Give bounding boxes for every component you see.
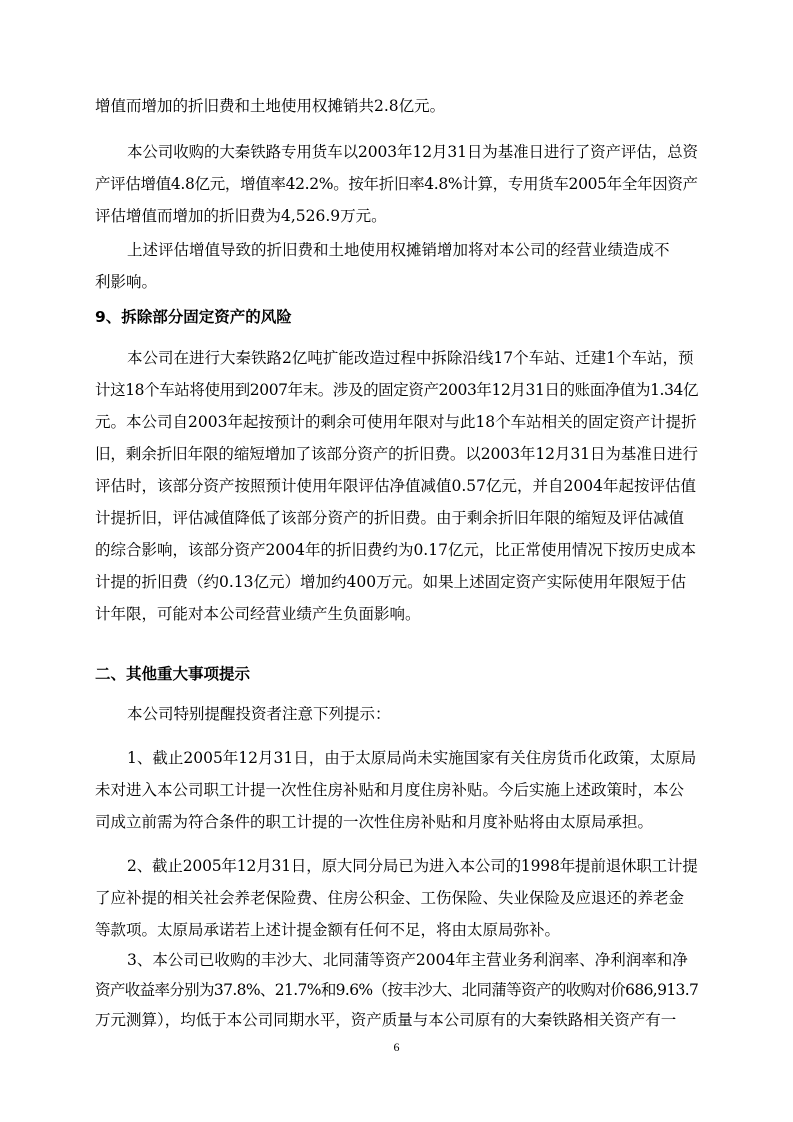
paragraph-line: 计提折旧，评估减值降低了该部分资产的折旧费。由于剩余折旧年限的缩短及评估减值 [95, 509, 685, 527]
paragraph-line: 1、截止2005年12月31日，由于太原局尚未实施国家有关住房货币化政策，太原局 [127, 749, 697, 767]
paragraph-line: 评估时，该部分资产按照预计使用年限评估净值减值0.57亿元，并自2004年起按评估值 [95, 477, 696, 495]
paragraph-line: 2、截止2005年12月31日，原大同分局已为进入本公司的1998年提前退休职工计提 [127, 857, 698, 875]
paragraph-line: 上述评估增值导致的折旧费和土地使用权摊销增加将对本公司的经营业绩造成不 [127, 241, 670, 259]
paragraph-line: 本公司特别提醒投资者注意下列提示： [127, 705, 391, 723]
paragraph-line: 产评估增值4.8亿元，增值率42.2%。按年折旧率4.8%计算，专用货车2005年全年因资产 [95, 175, 698, 193]
paragraph-line: 了应补提的相关社会养老保险费、住房公积金、工伤保险、失业保险及应退还的养老金 [95, 889, 685, 907]
paragraph-line: 资产收益率分别为37.8%、21.7%和9.6%（按丰沙大、北同蒲等资产的收购对价686,913.7 [95, 981, 699, 999]
section-heading: 9、拆除部分固定资产的风险 [95, 308, 292, 326]
paragraph-line: 计提的折旧费（约0.13亿元）增加约400万元。如果上述固定资产实际使用年限短于估 [95, 573, 687, 591]
paragraph-line: 评估增值而增加的折旧费为4,526.9万元。 [95, 207, 387, 225]
paragraph-line: 的综合影响，该部分资产2004年的折旧费约为0.17亿元，比正常使用情况下按历史成本 [95, 541, 696, 559]
paragraph-line: 旧，剩余折旧年限的缩短增加了该部分资产的折旧费。以2003年12月31日为基准日进行 [95, 445, 698, 463]
paragraph-line: 本公司收购的大秦铁路专用货车以2003年12月31日为基准日进行了资产评估，总资 [127, 143, 698, 161]
paragraph-line: 未对进入本公司职工计提一次性住房补贴和月度住房补贴。今后实施上述政策时，本公 [95, 781, 685, 799]
paragraph-line: 计年限，可能对本公司经营业绩产生负面影响。 [95, 605, 421, 623]
paragraph-line: 万元测算），均低于本公司同期水平，资产质量与本公司原有的大秦铁路相关资产有一 [95, 1011, 677, 1029]
paragraph-line: 本公司在进行大秦铁路2亿吨扩能改造过程中拆除沿线17个车站、迁建1个车站，预 [127, 349, 694, 367]
section-heading: 二、其他重大事项提示 [95, 665, 251, 683]
paragraph-line: 3、本公司已收购的丰沙大、北同蒲等资产2004年主营业务利润率、净利润率和净 [127, 951, 688, 969]
paragraph-line: 等款项。太原局承诺若上述计提金额有任何不足，将由太原局弥补。 [95, 921, 561, 939]
page-number: 6 [393, 1040, 400, 1054]
paragraph-line: 元。本公司自2003年起按预计的剩余可使用年限对与此18个车站相关的固定资产计提折 [95, 413, 697, 431]
paragraph-line: 司成立前需为符合条件的职工计提的一次性住房补贴和月度补贴将由太原局承担。 [95, 813, 654, 831]
paragraph-line: 增值而增加的折旧费和土地使用权摊销共2.8亿元。 [95, 97, 446, 115]
paragraph-line: 计这18个车站将使用到2007年末。涉及的固定资产2003年12月31日的账面净值为1.34亿 [95, 381, 699, 399]
paragraph-line: 利影响。 [95, 273, 158, 291]
